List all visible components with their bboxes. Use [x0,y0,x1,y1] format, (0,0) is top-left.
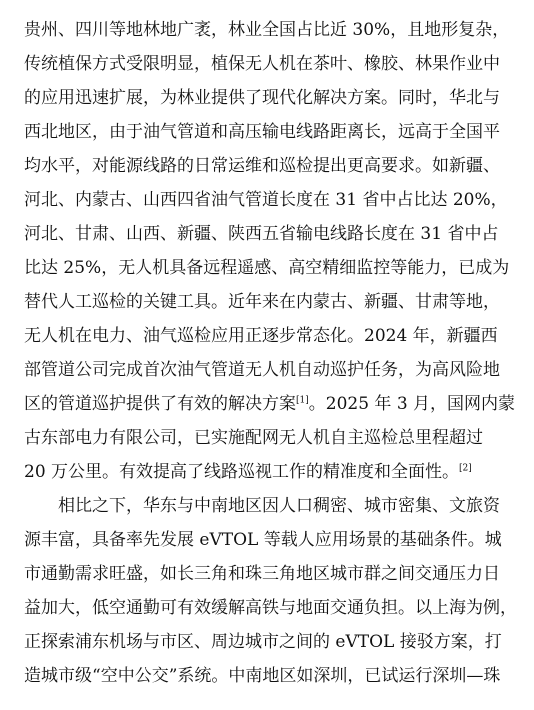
text-line: 市通勤需求旺盛，如长三角和珠三角地区城市群之间交通压力日 [24,564,500,584]
text-line: 河北、内蒙古、山西四省油气管道长度在 31 省中占比达 20%， [24,190,508,210]
text-line: 的应用迅速扩展，为林业提供了现代化解决方案。同时，华北与 [24,88,500,108]
text-segment: 区的管道巡护提供了有效的解决方案 [24,394,296,414]
text-line: 源丰富，具备率先发展 eVTOL 等载人应用场景的基础条件。城 [24,530,502,550]
text-line: 古东部电力有限公司，已实施配网无人机自主巡检总里程超过 [24,428,483,448]
citation-1: [1] [296,395,309,406]
text-line: 无人机在电力、油气巡检应用正逐步常态化。2024 年，新疆西 [24,326,498,346]
text-line: 河北、甘肃、山西、新疆、陕西五省输电线路长度在 31 省中占 [24,224,499,244]
text-line: 替代人工巡检的关键工具。近年来在内蒙古、新疆、甘肃等地， [24,292,500,312]
text-line: 比达 25%，无人机具备远程遥感、高空精细监控等能力，已成为 [24,258,510,278]
text-line: 相比之下，华东与中南地区因人口稠密、城市密集、文旅资 [58,496,500,516]
text-line-with-citation [24,387,524,421]
paragraph-forestry-energy [24,13,524,489]
text-segment: 20 万公里。有效提高了线路巡视工作的精准度和全面性。 [24,462,460,482]
text-line: 正探索浦东机场与市区、周边城市之间的 eVTOL 接驳方案，打 [24,632,502,652]
text-line: 造城市级“空中公交”系统。中南地区如深圳，已试运行深圳—珠 [24,666,501,686]
text-line: 部管道公司完成首次油气管道无人机自动巡护任务，为高风险地 [24,360,500,380]
citation-2: [2] [459,463,472,474]
text-line-with-citation [24,455,524,489]
text-line: 传统植保方式受限明显，植保无人机在茶叶、橡胶、林果作业中 [24,54,500,74]
paragraph-evtol [24,489,524,693]
text-segment: 。2025 年 3 月，国网内蒙 [308,394,516,414]
text-line: 贵州、四川等地林地广袤，林业全国占比近 30%，且地形复杂， [24,20,510,40]
text-line: 西北地区，由于油气管道和高压输电线路距离长，远高于全国平 [24,122,500,142]
text-line: 均水平，对能源线路的日常运维和巡检提出更高要求。如新疆、 [24,156,500,176]
text-line: 益加大，低空通勤可有效缓解高铁与地面交通负担。以上海为例， [24,598,517,618]
